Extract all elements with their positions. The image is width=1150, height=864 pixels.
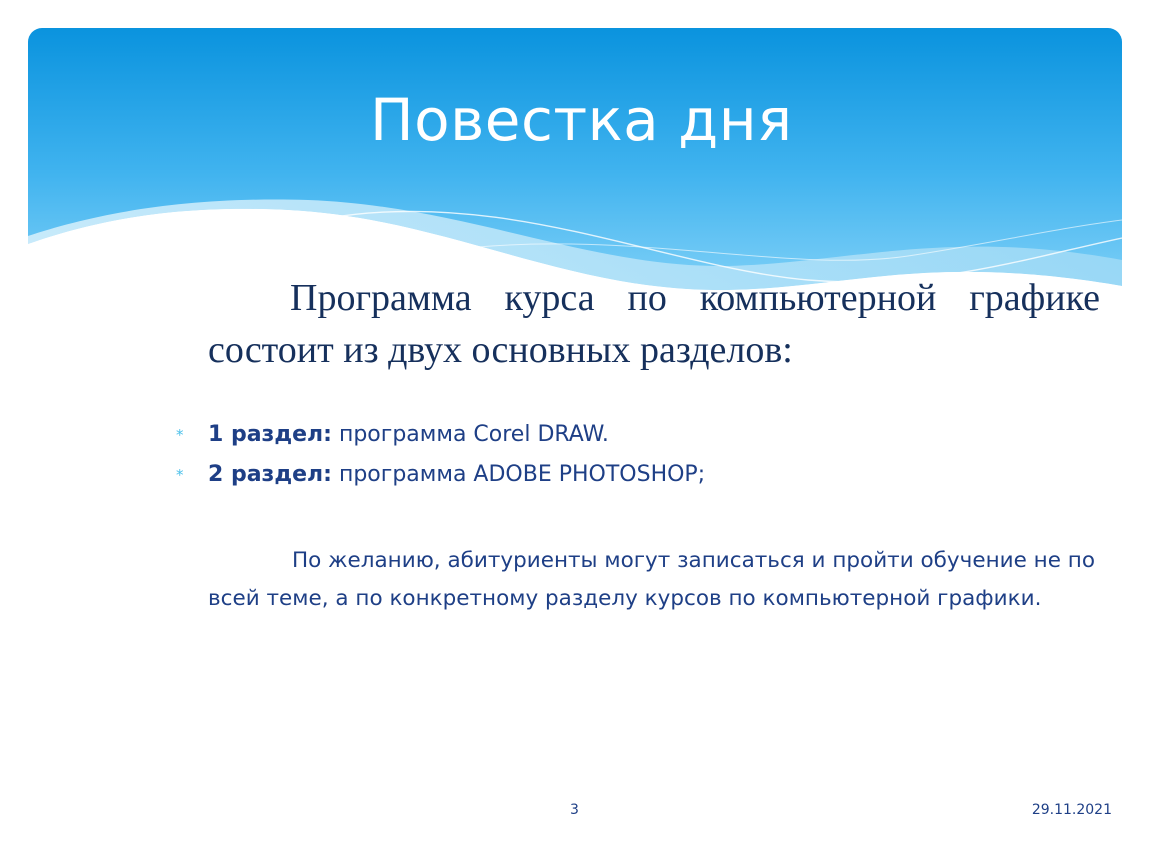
- section-label: 1 раздел:: [208, 422, 332, 447]
- asterisk-bullet-icon: *: [176, 426, 184, 444]
- page-number: 3: [570, 802, 579, 818]
- section-text: программа ADOBE PHOTOSHOP;: [331, 462, 706, 487]
- intro-paragraph: Программа курса по компьютерной графике состоит из двух основных разделов:: [208, 277, 1100, 371]
- section-text: программа Corel DRAW.: [331, 422, 609, 447]
- list-item: [176, 418, 705, 458]
- slide-title: Повестка дня: [370, 86, 793, 154]
- section-label: 2 раздел:: [208, 462, 332, 487]
- note-paragraph: По желанию, абитуриенты могут записаться и пройти обучение не по всей теме, а по конкретному разделу курсов по компьютерной графики.: [208, 548, 1095, 611]
- asterisk-bullet-icon: *: [176, 466, 184, 484]
- slide-date: 29.11.2021: [1031, 802, 1112, 818]
- list-item: [176, 458, 705, 498]
- sections-list: [176, 418, 705, 498]
